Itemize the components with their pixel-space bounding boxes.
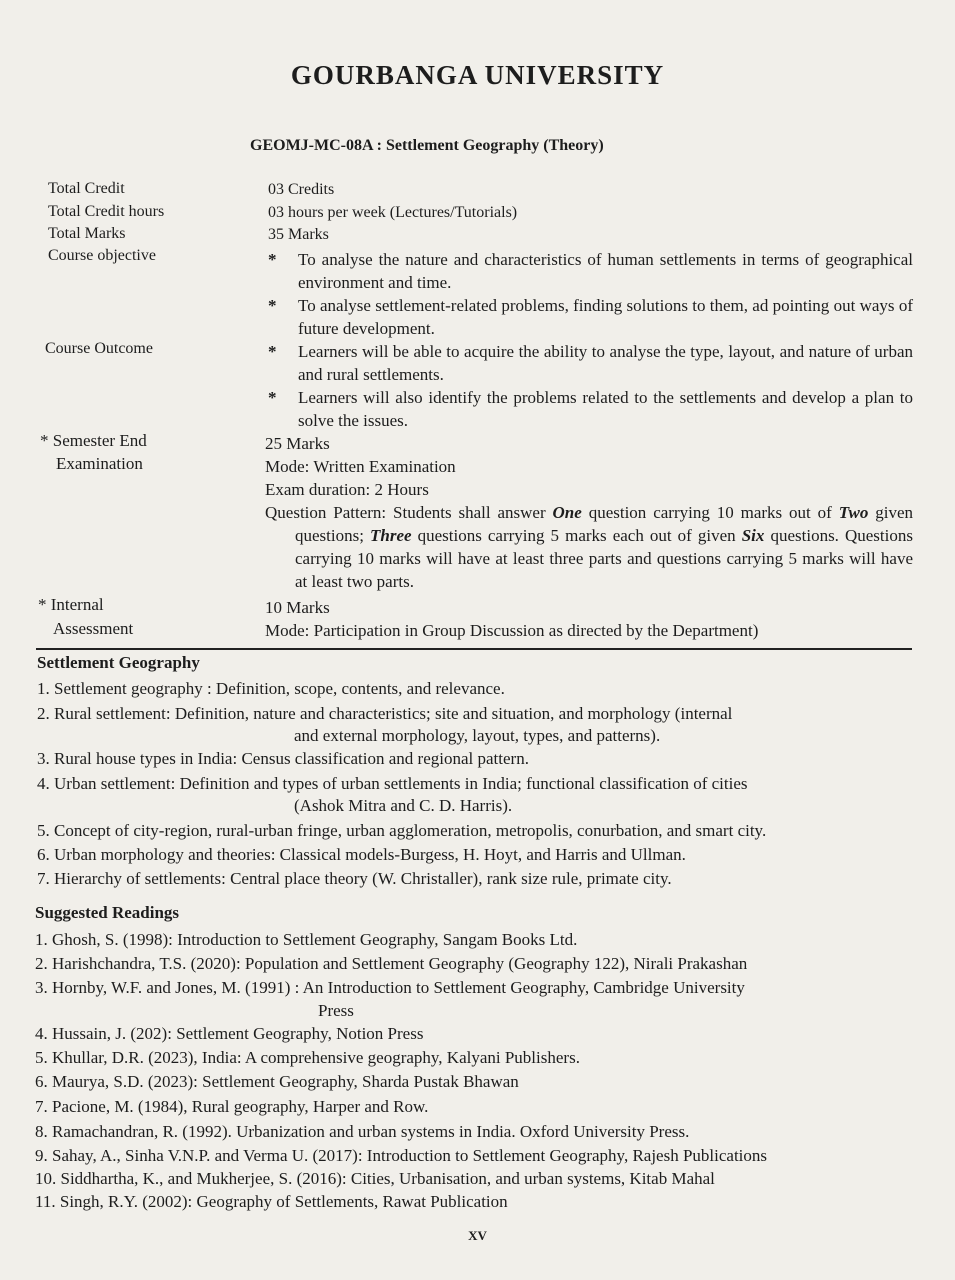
outcome-text: Learners will also identify the problems related to the settlements and develop a plan to solve the issues.	[298, 388, 913, 430]
bullet-star-icon: *	[268, 296, 277, 315]
label-total-credit-hours: Total Credit hours	[48, 203, 165, 220]
qp-text: questions. Questions carrying 10 marks will have at least three parts and questions carrying 5 marks will have at least two parts.	[295, 526, 913, 591]
reading-item	[35, 1167, 920, 1190]
reading-item	[35, 976, 920, 1022]
topic-line: 4. Urban settlement: Definition and types of urban settlements in India; functional classification of cities	[37, 774, 748, 793]
qp-text: question carrying 10 marks out of	[581, 503, 839, 522]
reading-item	[35, 1120, 920, 1143]
value-total-marks: 35 Marks	[268, 226, 329, 243]
label-course-objective: Course objective	[48, 247, 156, 264]
reading-item	[35, 952, 920, 975]
topic-line: 6. Urban morphology and theories: Classical models-Burgess, H. Hoyt, and Harris and Ullman.	[37, 845, 686, 864]
internal-marks: 10 Marks	[265, 598, 330, 617]
topic-line: 7. Hierarchy of settlements: Central place theory (W. Christaller), rank size rule, primate city.	[37, 869, 672, 888]
topic-line: 5. Concept of city-region, rural-urban fringe, urban agglomeration, metropolis, conurbation, and smart city.	[37, 821, 767, 840]
objective-text: To analyse the nature and characteristics of human settlements in terms of geographical environment and time.	[298, 250, 913, 292]
label-examination: Examination	[56, 454, 143, 473]
topic-item	[37, 703, 917, 747]
reading-item	[35, 928, 920, 951]
topic-line: 1. Settlement geography : Definition, scope, contents, and relevance.	[37, 679, 505, 698]
label-total-marks: Total Marks	[48, 225, 126, 242]
reading-line: 5. Khullar, D.R. (2023), India: A comprehensive geography, Kalyani Publishers.	[35, 1048, 580, 1067]
outcome-item	[268, 341, 913, 386]
reading-line: 2. Harishchandra, T.S. (2020): Population and Settlement Geography (Geography 122), Nirali Prakashan	[35, 954, 748, 973]
label-assessment: Assessment	[53, 619, 134, 638]
bullet-star-icon: *	[268, 388, 277, 407]
qp-emphasis: Six	[741, 526, 765, 545]
readings-heading: Suggested Readings	[35, 903, 180, 922]
topic-line: 2. Rural settlement: Definition, nature and characteristics; site and situation, and morphology (internal	[37, 704, 733, 723]
reading-item	[35, 1070, 920, 1093]
semester-end-block	[265, 432, 913, 593]
course-title: GEOMJ-MC-08A : Settlement Geography (Theory)	[250, 137, 604, 154]
reading-line: 11. Singh, R.Y. (2002): Geography of Settlements, Rawat Publication	[35, 1192, 508, 1211]
reading-line: 7. Pacione, M. (1984), Rural geography, Harper and Row.	[35, 1097, 429, 1116]
reading-line: 8. Ramachandran, R. (1992). Urbanization and urban systems in India. Oxford University Press.	[35, 1122, 690, 1141]
label-internal: * Internal	[38, 595, 104, 614]
reading-line: 6. Maurya, S.D. (2023): Settlement Geography, Sharda Pustak Bhawan	[35, 1072, 519, 1091]
topic-item	[37, 868, 917, 890]
reading-item	[35, 1144, 920, 1167]
qp-text: given questions;	[295, 503, 913, 545]
objective-text: To analyse settlement-related problems, finding solutions to them, ad pointing out ways of future development.	[298, 296, 913, 338]
reading-item	[35, 1022, 920, 1045]
reading-item	[35, 1095, 920, 1118]
semester-end-mode: Mode: Written Examination	[265, 457, 456, 476]
outcome-item	[268, 387, 913, 432]
objective-item	[268, 295, 913, 340]
value-total-credit-hours: 03 hours per week (Lectures/Tutorials)	[268, 204, 518, 221]
internal-mode: Mode: Participation in Group Discussion as directed by the Department)	[265, 621, 759, 640]
reading-line: 9. Sahay, A., Sinha V.N.P. and Verma U. (2017): Introduction to Settlement Geography, Rajesh Publications	[35, 1146, 768, 1165]
question-pattern	[265, 501, 913, 593]
reading-line: 3. Hornby, W.F. and Jones, M. (1991) : An Introduction to Settlement Geography, Cambridge University	[35, 978, 745, 997]
syllabus-heading: Settlement Geography	[37, 653, 200, 672]
topic-item	[37, 773, 917, 817]
qp-emphasis: Two	[838, 503, 869, 522]
internal-block	[265, 596, 913, 642]
qp-emphasis: One	[552, 503, 582, 522]
objective-item	[268, 249, 913, 294]
topic-item	[37, 748, 917, 770]
topic-item	[37, 820, 917, 842]
topic-continuation: and external morphology, layout, types, and patterns).	[294, 726, 661, 745]
university-title: GOURBANGA UNIVERSITY	[290, 60, 665, 90]
topic-item	[37, 844, 917, 866]
section-divider	[36, 648, 912, 650]
qp-text: questions carrying 5 marks each out of given	[411, 526, 742, 545]
label-total-credit: Total Credit	[48, 180, 125, 197]
topic-line: 3. Rural house types in India: Census classification and regional pattern.	[37, 749, 529, 768]
bullet-star-icon: *	[268, 250, 277, 269]
bullet-star-icon: *	[268, 342, 277, 361]
qp-emphasis: Three	[370, 526, 412, 545]
semester-end-duration: Exam duration: 2 Hours	[265, 480, 429, 499]
reading-continuation: Press	[318, 1001, 354, 1020]
topic-continuation: (Ashok Mitra and C. D. Harris).	[294, 796, 513, 815]
reading-item	[35, 1190, 920, 1213]
reading-line: 1. Ghosh, S. (1998): Introduction to Settlement Geography, Sangam Books Ltd.	[35, 930, 578, 949]
reading-line: 10. Siddhartha, K., and Mukherjee, S. (2016): Cities, Urbanisation, and urban systems, Kitab Mahal	[35, 1169, 715, 1188]
label-course-outcome: Course Outcome	[45, 340, 153, 357]
label-semester-end: * Semester End	[40, 431, 147, 450]
reading-line: 4. Hussain, J. (202): Settlement Geography, Notion Press	[35, 1024, 424, 1043]
page-number: XV	[468, 1228, 487, 1243]
outcome-text: Learners will be able to acquire the ability to analyse the type, layout, and nature of urban and rural settlements.	[298, 342, 913, 384]
semester-end-marks: 25 Marks	[265, 434, 330, 453]
reading-item	[35, 1046, 920, 1069]
value-total-credit: 03 Credits	[268, 181, 335, 198]
qp-text: Question Pattern: Students shall answer	[265, 503, 553, 522]
topic-item	[37, 678, 917, 700]
